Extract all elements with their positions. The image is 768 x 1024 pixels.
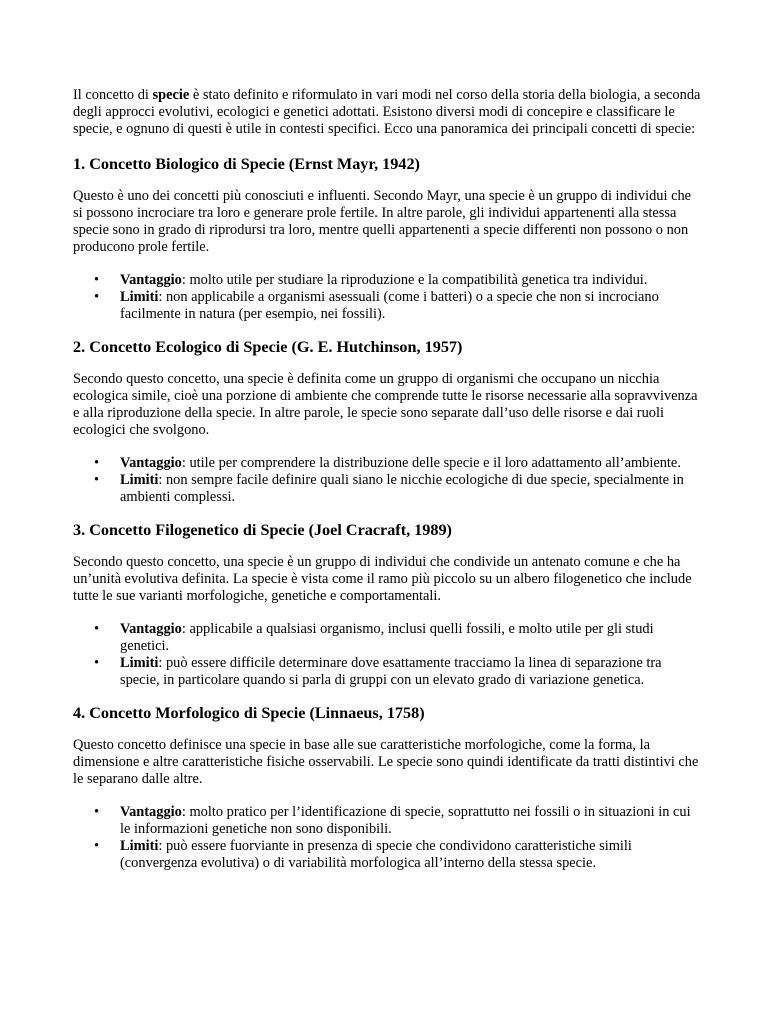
bullet-icon: • (94, 621, 100, 637)
intro-text-start: Il concetto di (73, 87, 153, 103)
section-heading: 3. Concetto Filogenetico di Specie (Joel Cracraft, 1989) (73, 521, 452, 539)
list-item (94, 655, 703, 689)
section-paragraph: Questo concetto definisce una specie in base alle sue caratteristiche morfologiche, come la forma, la dimensione e altre caratteristiche fisiche osservabili. Le specie sono quindi identificate da tratti distintivi che le separano dalle altre. (73, 737, 699, 787)
bullet-icon: • (94, 472, 100, 488)
section-bullet-list (73, 272, 703, 323)
section-heading: 1. Concetto Biologico di Specie (Ernst Mayr, 1942) (73, 155, 420, 173)
bullet-term: Vantaggio (120, 455, 182, 471)
section-paragraph: Secondo questo concetto, una specie è definita come un gruppo di organismi che occupano un nicchia ecologica simile, cioè una porzione di ambiente che comprende tutte le risorse necessarie alla sopravvivenza e alla riproduzione della specie. In altre parole, le specie sono separate dall’uso delle risorse e dai ruoli ecologici che svolgono. (73, 371, 698, 438)
bullet-term: Limiti (120, 289, 159, 305)
list-item (94, 838, 703, 872)
bullet-term: Vantaggio (120, 621, 182, 637)
section-paragraph: Secondo questo concetto, una specie è un gruppo di individui che condivide un antenato comune e che ha un’unità evolutiva definita. La specie è vista come il ramo più piccolo su un albero filogenetico che include tutte le sue varianti morfologiche, genetiche e comportamentali. (73, 554, 692, 604)
section-bullet-list (73, 804, 703, 872)
bullet-text: : può essere fuorviante in presenza di specie che condividono caratteristiche simili (convergenza evolutiva) o di variabilità morfologica all’interno della stessa specie. (120, 838, 632, 871)
section-paragraph: Questo è uno dei concetti più conosciuti e influenti. Secondo Mayr, una specie è un gruppo di individui che si possono incrociare tra loro e generare prole fertile. In altre parole, gli individui appartenenti alla stessa specie sono in grado di riprodursi tra loro, mentre quelli appartenenti a specie differenti non possono o non producono prole fertile. (73, 188, 692, 255)
section-bullet-list (73, 621, 703, 689)
intro-keyword: specie (152, 87, 190, 103)
bullet-icon: • (94, 455, 100, 471)
bullet-text: : molto pratico per l’identificazione di specie, soprattutto nei fossili o in situazioni in cui le informazioni genetiche non sono disponibili. (120, 804, 691, 837)
list-item (94, 472, 703, 506)
bullet-term: Vantaggio (120, 272, 182, 288)
list-item (94, 621, 703, 655)
bullet-term: Limiti (120, 472, 159, 488)
list-item (94, 455, 703, 472)
bullet-text: : applicabile a qualsiasi organismo, inclusi quelli fossili, e molto utile per gli studi genetici. (120, 621, 654, 654)
bullet-term: Limiti (120, 838, 159, 854)
bullet-icon: • (94, 838, 100, 854)
bullet-term: Limiti (120, 655, 159, 671)
bullet-term: Vantaggio (120, 804, 182, 820)
section-heading: 2. Concetto Ecologico di Specie (G. E. Hutchinson, 1957) (73, 338, 463, 356)
bullet-text: : molto utile per studiare la riproduzione e la compatibilità genetica tra individui. (181, 272, 648, 288)
list-item (94, 804, 703, 838)
document-page (73, 87, 703, 886)
bullet-text: : può essere difficile determinare dove esattamente tracciamo la linea di separazione tra specie, in particolare quando si parla di gruppi con un elevato grado di variazione genetica. (120, 655, 662, 688)
bullet-text: : non applicabile a organismi asessuali (come i batteri) o a specie che non si incrociano facilmente in natura (per esempio, nei fossili). (120, 289, 659, 322)
bullet-icon: • (94, 289, 100, 305)
bullet-text: : utile per comprendere la distribuzione delle specie e il loro adattamento all’ambiente. (181, 455, 681, 471)
intro-paragraph (73, 87, 703, 138)
list-item (94, 289, 703, 323)
bullet-icon: • (94, 804, 100, 820)
bullet-icon: • (94, 272, 100, 288)
list-item (94, 272, 703, 289)
intro-text-end: è stato definito e riformulato in vari modi nel corso della storia della biologia, a seconda degli approcci evolutivi, ecologici e genetici adottati. Esistono diversi modi di concepire e classificare le specie, e ognuno di questi è utile in contesti specifici. Ecco una panoramica dei principali concetti di specie: (73, 87, 701, 137)
section-heading: 4. Concetto Morfologico di Specie (Linnaeus, 1758) (73, 704, 425, 722)
bullet-text: : non sempre facile definire quali siano le nicchie ecologiche di due specie, specialmente in ambienti complessi. (120, 472, 684, 505)
bullet-icon: • (94, 655, 100, 671)
section-bullet-list (73, 455, 703, 506)
